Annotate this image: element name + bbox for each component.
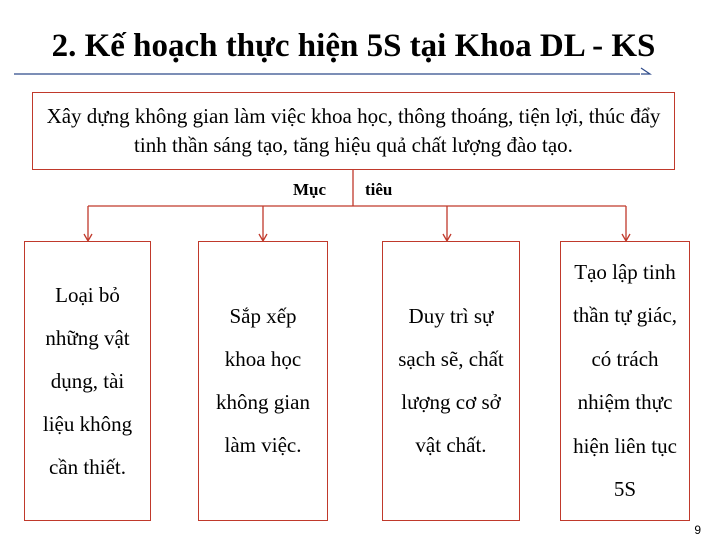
objective-box-4 [560,241,690,521]
objective-text-1: Loại bỏ những vật dụng, tài liệu không cần thiết. [42,282,133,479]
label-muc: Mục [293,180,327,199]
objective-box-1 [24,241,151,521]
page-number: 9 [694,523,701,537]
label-tieu: tiêu [365,180,393,199]
objective-box-3 [382,241,520,521]
objective-text-2: Sắp xếp khoa học không gian làm việc. [216,304,310,457]
objective-box-2 [198,241,328,521]
slide-title: 2. Kế hoạch thực hiện 5S tại Khoa DL - KS [51,28,656,64]
goal-text: Xây dựng không gian làm việc khoa học, thông thoáng, tiện lợi, thúc đẩy tinh thần sáng tạo, tăng hiệu quả chất lượng đào tạo. [46,104,661,157]
objective-text-3: Duy trì sự sạch sẽ, chất lượng cơ sở vật chất. [398,304,504,457]
objective-text-4: Tạo lập tinh thần tự giác, có trách nhiệm thực hiện liên tục 5S [572,259,678,501]
